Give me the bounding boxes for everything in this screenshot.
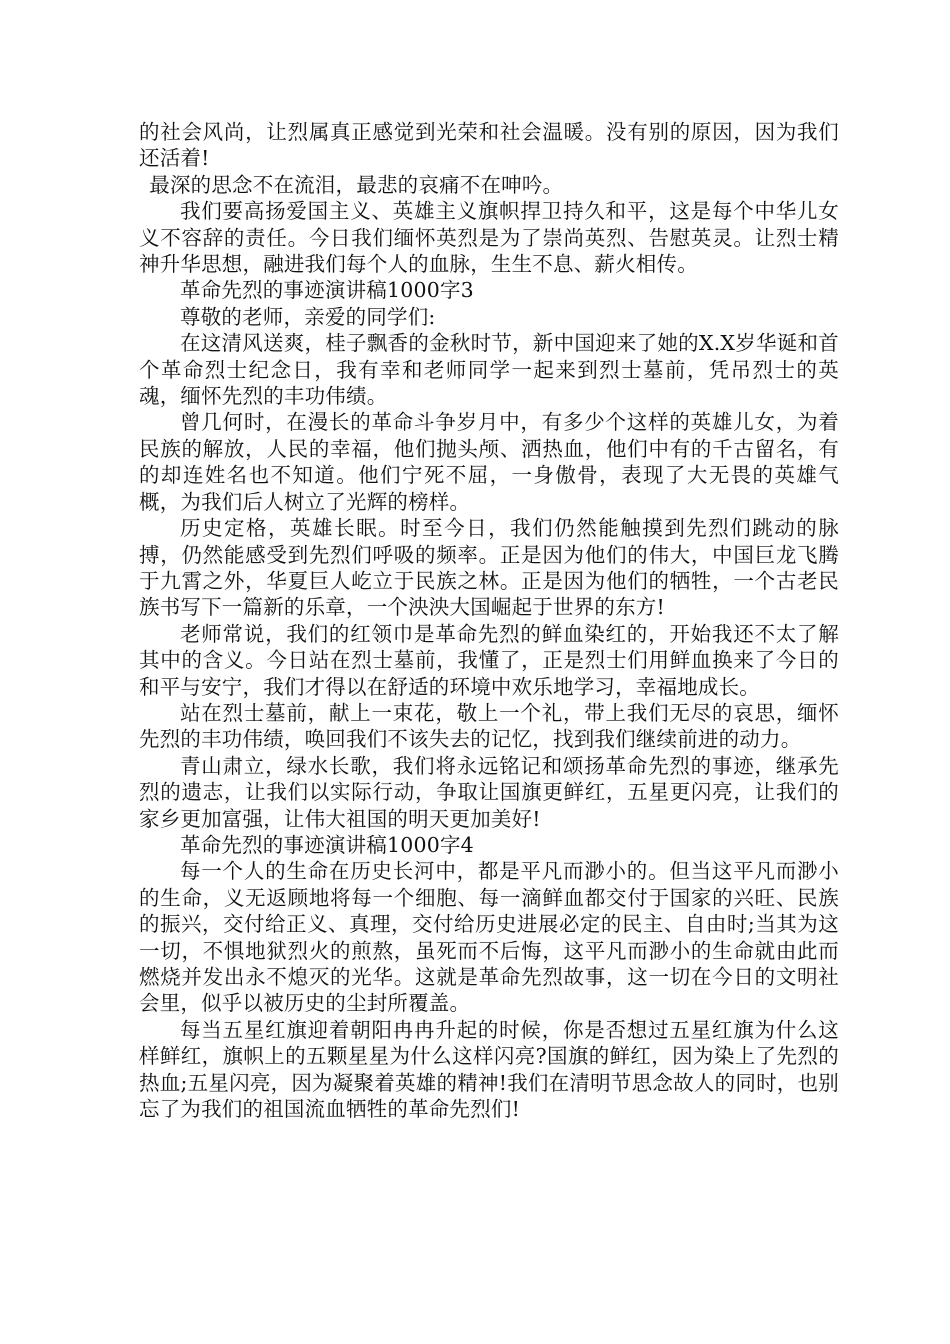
section-heading: 革命先烈的事迹演讲稿1000字4 bbox=[180, 832, 474, 857]
salutation: 尊敬的老师，亲爱的同学们: bbox=[180, 304, 436, 329]
paragraph: 的社会风尚，让烈属真正感觉到光荣和社会温暖。没有别的原因，因为我们还活着! bbox=[139, 120, 839, 171]
paragraph: 青山肃立，绿水长歌，我们将永远铭记和颂扬革命先烈的事迹，继承先烈的遗志，让我们以实际行动，争取让国旗更鲜红，五星更闪亮，让我们的家乡更加富强，让伟大祖国的明天更加美好! bbox=[139, 753, 839, 831]
paragraph: 最深的思念不在流泪，最悲的哀痛不在呻吟。 bbox=[149, 172, 564, 197]
paragraph: 每一个人的生命在历史长河中，都是平凡而渺小的。但当这平凡而渺小的生命，义无返顾地将每一个细胞、每一滴鲜血都交付于国家的兴旺、民族的振兴，交付给正义、真理，交付给历史进展必定的民主、自由时;当其为这一切，不惧地狱烈火的煎熬，虽死而不后悔，这平凡而渺小的生命就由此而燃烧并发出永不熄灭的光华。这就是革命先烈故事，这一切在今日的文明社会里，似乎以被历史的尘封所覆盖。 bbox=[139, 859, 839, 1016]
paragraph: 曾几何时，在漫长的革命斗争岁月中，有多少个这样的英雄儿女，为着民族的解放，人民的幸福，他们抛头颅、洒热血，他们中有的千古留名，有的却连姓名也不知道。他们宁死不屈，一身傲骨，表现了大无畏的英雄气概，为我们后人树立了光辉的榜样。 bbox=[139, 410, 839, 514]
paragraph: 在这清风送爽，桂子飘香的金秋时节，新中国迎来了她的X.X岁华诞和首个革命烈士纪念日，我有幸和老师同学一起来到烈士墓前，凭吊烈士的英魂，缅怀先烈的丰功伟绩。 bbox=[139, 331, 839, 409]
paragraph: 每当五星红旗迎着朝阳冉冉升起的时候，你是否想过五星红旗为什么这样鲜红，旗帜上的五颗星星为什么这样闪亮?国旗的鲜红，因为染上了先烈的热血;五星闪亮，因为凝聚着英雄的精神!我们在清明节思念故人的同时，也别忘了为我们的祖国流血牺牲的革命先烈们! bbox=[139, 1017, 839, 1122]
paragraph: 我们要高扬爱国主义、英雄主义旗帜捍卫持久和平，这是每个中华儿女义不容辞的责任。今日我们缅怀英烈是为了崇尚英烈、告慰英灵。让烈士精神升华思想，融进我们每个人的血脉，生生不息、薪火相传。 bbox=[139, 199, 839, 277]
paragraph: 站在烈士墓前，献上一束花，敬上一个礼，带上我们无尽的哀思，缅怀先烈的丰功伟绩，唤回我们不该失去的记忆，找到我们继续前进的动力。 bbox=[139, 700, 839, 752]
section-heading: 革命先烈的事迹演讲稿1000字3 bbox=[180, 278, 474, 303]
paragraph: 历史定格，英雄长眠。时至今日，我们仍然能触摸到先烈们跳动的脉搏，仍然能感受到先烈们呼吸的频率。正是因为他们的伟大，中国巨龙飞腾于九霄之外，华夏巨人屹立于民族之林。正是因为他们的牺牲，一个古老民族书写下一篇新的乐章，一个泱泱大国崛起于世界的东方! bbox=[139, 516, 839, 620]
paragraph: 老师常说，我们的红领巾是革命先烈的鲜血染红的，开始我还不太了解其中的含义。今日站在烈士墓前，我懂了，正是烈士们用鲜血换来了今日的和平与安宁，我们才得以在舒适的环境中欢乐地学习，幸福地成长。 bbox=[139, 621, 839, 699]
document-body bbox=[139, 119, 839, 1122]
